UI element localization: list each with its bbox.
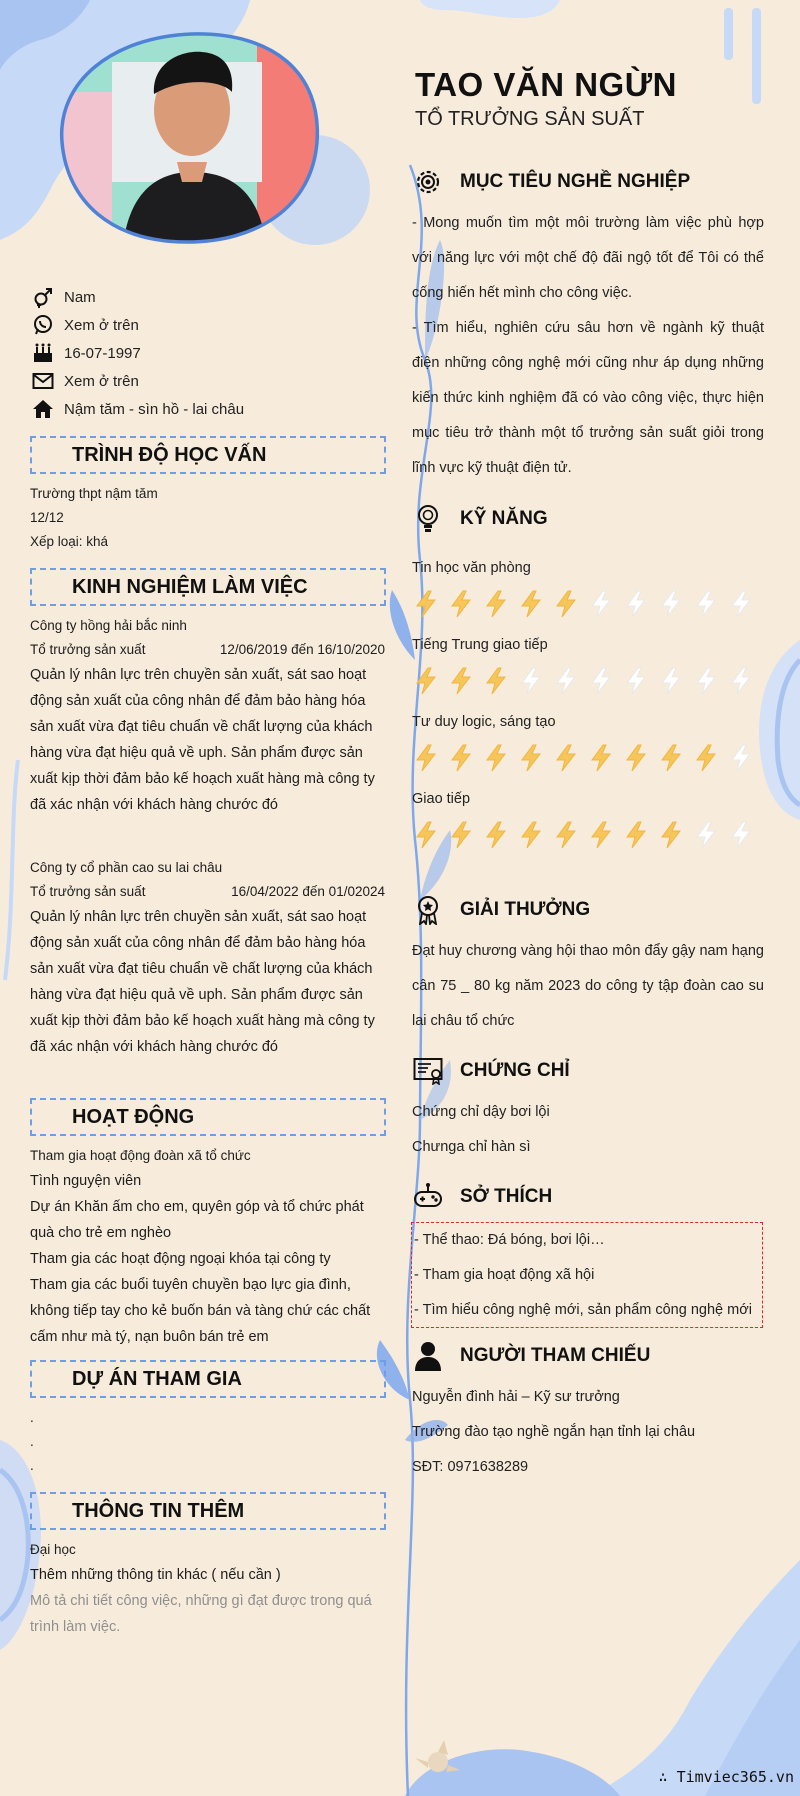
- hobby-item: - Tìm hiểu công nghệ mới, sản phẩm công nghệ mới: [414, 1302, 752, 1318]
- lightning-empty-icon: [692, 821, 720, 849]
- skill-rating: [412, 744, 762, 772]
- certificate-item: Chưnga chỉ hàn sì: [412, 1139, 531, 1155]
- lightning-filled-icon: [552, 744, 580, 772]
- education-section: [30, 482, 385, 554]
- job-company: Công ty hồng hải bắc ninh: [30, 618, 187, 633]
- projects-section: [30, 1406, 385, 1478]
- lightning-filled-icon: [552, 590, 580, 618]
- hobby-item: - Thể thao: Đá bóng, bơi lội…: [414, 1232, 605, 1248]
- certificates-title: CHỨNG CHỈ: [460, 1060, 570, 1081]
- project-item: .: [30, 1458, 34, 1473]
- activity-role: Tình nguyện viên: [30, 1173, 142, 1189]
- lightning-empty-icon: [692, 667, 720, 695]
- job-position: Tổ trưởng sản xuất: [30, 642, 146, 657]
- contact-phone-value: Xem ở trên: [64, 316, 139, 334]
- phone-icon: [30, 314, 56, 336]
- lightning-filled-icon: [692, 744, 720, 772]
- extra-line-2: Thêm những thông tin khác ( nếu cần ): [30, 1567, 281, 1583]
- projects-heading: DỰ ÁN THAM GIA: [30, 1360, 386, 1398]
- skill-item: [412, 637, 762, 695]
- objective-heading: [412, 162, 690, 202]
- experience-job-1: [30, 614, 385, 818]
- hobbies-heading: [412, 1177, 552, 1217]
- references-heading: [412, 1336, 650, 1376]
- avatar: [42, 22, 342, 254]
- job-description: Quản lý nhân lực trên chuyền sản xuất, sát sao hoạt động sản xuất của công nhân để đảm bảo hàng hóa sản xuất vừa đạt tiêu chuẩn về chất lượng của khách hàng vừa đạt hiệu quả về uph. Sản phẩm được sản xuất kịp thời đảm bảo kế hoạch xuất hàng mà công ty đã xác nhận với khách hàng chước đó: [30, 667, 375, 813]
- lightning-filled-icon: [552, 821, 580, 849]
- lightning-empty-icon: [622, 590, 650, 618]
- reference-line: Nguyễn đình hải – Kỹ sư trưởng: [412, 1389, 620, 1405]
- references-title: NGƯỜI THAM CHIẾU: [460, 1345, 651, 1366]
- lightning-filled-icon: [517, 821, 545, 849]
- birthday-cake-icon: [30, 342, 56, 364]
- reference-line: SĐT: 0971638289: [412, 1459, 529, 1475]
- activities-heading: HOẠT ĐỘNG: [30, 1098, 386, 1136]
- lightning-filled-icon: [412, 744, 440, 772]
- lightning-empty-icon: [727, 667, 755, 695]
- contact-address: [30, 395, 370, 423]
- awards-title: GIẢI THƯỞNG: [460, 899, 591, 920]
- skills-title: KỸ NĂNG: [460, 508, 548, 529]
- lightning-filled-icon: [447, 744, 475, 772]
- contact-email-value: Xem ở trên: [64, 372, 139, 390]
- lightning-filled-icon: [447, 590, 475, 618]
- lightning-filled-icon: [412, 667, 440, 695]
- activity-org: Tham gia hoạt động đoàn xã tổ chức: [30, 1148, 251, 1163]
- lightning-filled-icon: [587, 821, 615, 849]
- skill-item: [412, 560, 762, 618]
- objective-paragraph: - Tìm hiểu, nghiên cứu sâu hơn về ngành kỹ thuật điện những công nghệ mới cũng như áp dụng những kiến thức kinh nghiệm đã có vào công việc, thực hiện mục tiêu trở thành một tổ trưởng sản suất giỏi trong lĩnh vực kỹ thuật điện tử.: [412, 320, 764, 476]
- objective-title: MỤC TIÊU NGHỀ NGHIỆP: [460, 171, 691, 192]
- job-period: 12/06/2019 đến 16/10/2020: [219, 642, 385, 657]
- contact-email: [30, 367, 370, 395]
- experience-job-2: [30, 856, 385, 1060]
- activities-section: [30, 1144, 385, 1350]
- lightning-filled-icon: [412, 590, 440, 618]
- certificate-item: Chứng chỉ dậy bơi lội: [412, 1104, 550, 1120]
- lightning-filled-icon: [482, 821, 510, 849]
- education-heading: TRÌNH ĐỘ HỌC VẤN: [30, 436, 386, 474]
- skill-rating: [412, 821, 762, 849]
- skill-item: [412, 714, 762, 772]
- lightning-filled-icon: [482, 667, 510, 695]
- job-position: Tổ trưởng sản suất: [30, 884, 146, 899]
- lightning-empty-icon: [727, 821, 755, 849]
- lightning-empty-icon: [727, 744, 755, 772]
- home-icon: [30, 398, 56, 420]
- activity-line: Tham gia các buổi tuyên chuyền bạo lực gia đình, không tiếp tay cho kẻ buốn bán và tàng chứ các chất cấm như mà tý, nạn buôn bán trẻ em: [30, 1277, 371, 1345]
- lightning-empty-icon: [692, 590, 720, 618]
- extra-section: [30, 1538, 385, 1640]
- objective-text: [412, 206, 764, 486]
- certificates-heading: [412, 1051, 570, 1091]
- skills-heading: [412, 499, 548, 539]
- activity-line: Tham gia các hoạt động ngoại khóa tại công ty: [30, 1251, 331, 1267]
- extra-heading: THÔNG TIN THÊM: [30, 1492, 386, 1530]
- lightning-empty-icon: [552, 667, 580, 695]
- contact-gender: [30, 283, 370, 311]
- job-company: Công ty cổ phần cao su lai châu: [30, 860, 223, 875]
- lightning-empty-icon: [587, 667, 615, 695]
- hobbies-title: SỞ THÍCH: [460, 1186, 553, 1207]
- award-ribbon-icon: [412, 894, 444, 926]
- gamepad-icon: [412, 1181, 444, 1213]
- lightning-filled-icon: [447, 821, 475, 849]
- experience-heading: KINH NGHIỆM LÀM VIỆC: [30, 568, 386, 606]
- hobby-item: - Tham gia hoạt động xã hội: [414, 1267, 595, 1283]
- skill-rating: [412, 667, 762, 695]
- gear-icon: [412, 166, 444, 198]
- reference-line: Trường đào tạo nghề ngắn hạn tỉnh lại châu: [412, 1424, 696, 1440]
- lightning-empty-icon: [587, 590, 615, 618]
- education-rank: Xếp loại: khá: [30, 534, 109, 549]
- hobbies-list: [411, 1222, 763, 1328]
- lightning-empty-icon: [657, 667, 685, 695]
- contact-address-value: Nậm tăm - sìn hồ - lai châu: [64, 400, 245, 418]
- candidate-name: TAO VĂN NGỪN: [415, 66, 677, 103]
- lightbulb-icon: [412, 503, 444, 535]
- skill-rating: [412, 590, 762, 618]
- awards-text: Đạt huy chương vàng hội thao môn đẩy gậy nam hạng cân 75 _ 80 kg năm 2023 do công ty tập đoàn cao su lai châu tổ chức: [412, 943, 764, 1029]
- lightning-filled-icon: [482, 590, 510, 618]
- skill-item: [412, 791, 762, 849]
- lightning-filled-icon: [517, 590, 545, 618]
- certificates-list: [412, 1095, 764, 1165]
- email-icon: [30, 370, 56, 392]
- project-item: .: [30, 1410, 34, 1425]
- lightning-filled-icon: [622, 821, 650, 849]
- lightning-empty-icon: [622, 667, 650, 695]
- contact-gender-value: Nam: [64, 288, 96, 306]
- project-item: .: [30, 1434, 34, 1449]
- skill-name: Tiếng Trung giao tiếp: [412, 637, 548, 653]
- lightning-filled-icon: [622, 744, 650, 772]
- lightning-filled-icon: [482, 744, 510, 772]
- candidate-role: TỔ TRƯỞNG SẢN SUẤT: [415, 108, 645, 130]
- lightning-filled-icon: [657, 821, 685, 849]
- job-period: 16/04/2022 đến 01/02024: [231, 884, 385, 899]
- contact-birthday: [30, 339, 370, 367]
- contact-phone: [30, 311, 370, 339]
- references-list: [412, 1380, 764, 1485]
- person-icon: [412, 1340, 444, 1372]
- contact-birthday-value: 16-07-1997: [64, 344, 141, 362]
- site-watermark: ∴ Timviec365.vn: [658, 1768, 794, 1786]
- extra-placeholder[interactable]: Mô tả chi tiết công việc, những gì đạt được trong quá trình làm việc.: [30, 1593, 372, 1635]
- extra-line-1: Đại học: [30, 1542, 76, 1557]
- lightning-filled-icon: [412, 821, 440, 849]
- objective-paragraph: - Mong muốn tìm một môi trường làm việc phù hợp với năng lực với một chế độ đãi ngộ tốt để Tôi có thể cống hiến hết mình cho công việc.: [412, 215, 764, 301]
- skill-name: Tư duy logic, sáng tạo: [412, 714, 556, 730]
- education-school: Trường thpt nậm tăm: [30, 486, 158, 501]
- lightning-filled-icon: [517, 744, 545, 772]
- lightning-filled-icon: [447, 667, 475, 695]
- skill-name: Giao tiếp: [412, 791, 471, 807]
- contact-list: [30, 283, 370, 423]
- certificate-icon: [412, 1055, 444, 1087]
- activity-line: Dự án Khăn ấm cho em, quyên góp và tổ chức phát quà cho trẻ em nghèo: [30, 1199, 364, 1241]
- lightning-empty-icon: [727, 590, 755, 618]
- awards-heading: [412, 890, 590, 930]
- lightning-empty-icon: [657, 590, 685, 618]
- skill-name: Tin học văn phòng: [412, 560, 531, 576]
- lightning-filled-icon: [587, 744, 615, 772]
- gender-icon: [30, 286, 56, 308]
- job-description: Quản lý nhân lực trên chuyền sản xuất, sát sao hoạt động sản xuất của công nhân để đảm bảo hàng hóa sản xuất vừa đạt tiêu chuẩn về chất lượng của khách hàng vừa đạt hiệu quả về uph. Sản phẩm được sản xuất kịp thời đảm bảo kế hoạch xuất hàng mà công ty đã xác nhận với khách hàng chước đó: [30, 909, 375, 1055]
- lightning-filled-icon: [657, 744, 685, 772]
- lightning-empty-icon: [517, 667, 545, 695]
- education-grade: 12/12: [30, 510, 64, 525]
